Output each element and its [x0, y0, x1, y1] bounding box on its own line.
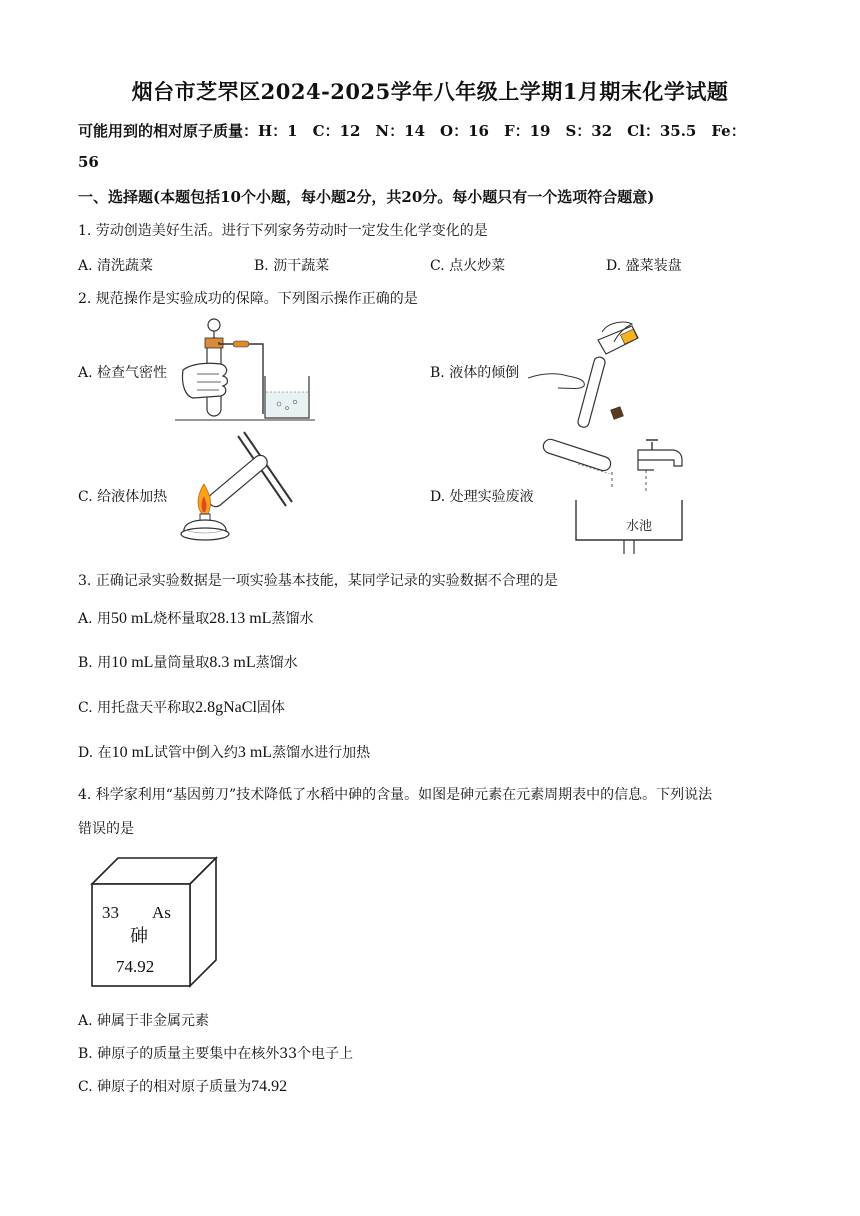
question-1-stem: 1. 劳动创造美好生活。进行下列家务劳动时一定发生化学变化的是	[78, 223, 488, 239]
option-a-value-2: 28.13 mL	[209, 610, 272, 627]
option-b-suffix: 蒸馏水	[255, 655, 298, 671]
question-3-option-c	[78, 697, 285, 717]
question-4-stem: 4. 科学家利用“基因剪刀”技术降低了水稻中砷的含量。如图是砷元素在元素周期表中的信息。下列说法	[78, 787, 713, 803]
element-cell-figure	[90, 856, 218, 988]
question-4-option-b: B. 砷原子的质量主要集中在核外33个电子上	[78, 1046, 354, 1062]
question-1-option-c: C. 点火炒菜	[430, 258, 506, 274]
atomic-mass-line-cont: 56	[78, 153, 99, 171]
atomic-mass-line: 可能用到的相对原子质量：H：1 C：12 N：14 O：16 F：19 S：32 Cl：35.5 Fe：	[78, 122, 746, 140]
option-d-value-2: 3 mL	[237, 744, 273, 761]
option-a-suffix: 蒸馏水	[271, 611, 314, 627]
question-4-option-a: A. 砷属于非金属元素	[78, 1013, 210, 1029]
question-2-stem: 2. 规范操作是实验成功的保障。下列图示操作正确的是	[78, 291, 418, 307]
question-2-option-c: C. 给液体加热	[78, 489, 168, 505]
question-3-option-a	[78, 608, 313, 628]
section-heading: 一、选择题(本题包括10个小题，每小题2分，共20分。每小题只有一个选项符合题意)	[78, 188, 655, 206]
option-c-value: 74.92	[251, 1078, 288, 1095]
question-2-option-d: D. 处理实验废液	[430, 489, 534, 505]
element-symbol: As	[152, 903, 171, 922]
heating-liquid-figure	[172, 430, 302, 554]
option-d-value-1: 10 mL	[111, 744, 154, 761]
question-3-option-d	[78, 742, 370, 762]
option-a-mid: 烧杯量取	[153, 611, 210, 627]
question-4-stem-cont: 错误的是	[78, 821, 134, 837]
question-2-option-a: A. 检查气密性	[78, 365, 168, 381]
question-1-option-a: A. 清洗蔬菜	[78, 258, 154, 274]
question-2-option-b: B. 液体的倾倒	[430, 365, 520, 381]
option-d-prefix: D. 在	[78, 745, 112, 761]
option-b-mid: 量筒量取	[153, 655, 210, 671]
question-1-option-b: B. 沥干蔬菜	[254, 258, 330, 274]
waste-disposal-figure	[542, 430, 696, 556]
option-b-value-2: 8.3 mL	[209, 654, 256, 671]
question-4-option-c	[78, 1076, 287, 1096]
element-mass: 74.92	[116, 957, 155, 976]
element-number: 33	[102, 903, 119, 922]
element-name: 砷	[130, 926, 148, 947]
option-b-value-1: 10 mL	[111, 654, 154, 671]
option-a-prefix: A. 用	[78, 611, 112, 627]
option-b-prefix: B. 用	[78, 655, 112, 671]
option-c-prefix: C. 用托盘天平称取	[78, 700, 196, 716]
question-3-stem: 3. 正确记录实验数据是一项实验基本技能，某同学记录的实验数据不合理的是	[78, 573, 558, 589]
liquid-pouring-figure	[528, 318, 646, 426]
question-3-option-b	[78, 652, 298, 672]
sink-label: 水池	[626, 519, 653, 534]
option-d-mid: 试管中倒入约	[153, 745, 238, 761]
question-1-option-d: D. 盛菜装盘	[606, 258, 682, 274]
option-d-suffix: 蒸馏水进行加热	[272, 745, 371, 761]
option-c-prefix: C. 砷原子的相对原子质量为	[78, 1079, 252, 1095]
option-a-value-1: 50 mL	[111, 610, 154, 627]
airtightness-check-figure	[175, 318, 315, 422]
option-c-suffix: 固体	[256, 700, 285, 716]
page-title: 烟台市芝罘区2024-2025学年八年级上学期1月期末化学试题	[131, 79, 729, 104]
option-c-value-1: 2.8gNaCl	[195, 699, 257, 716]
